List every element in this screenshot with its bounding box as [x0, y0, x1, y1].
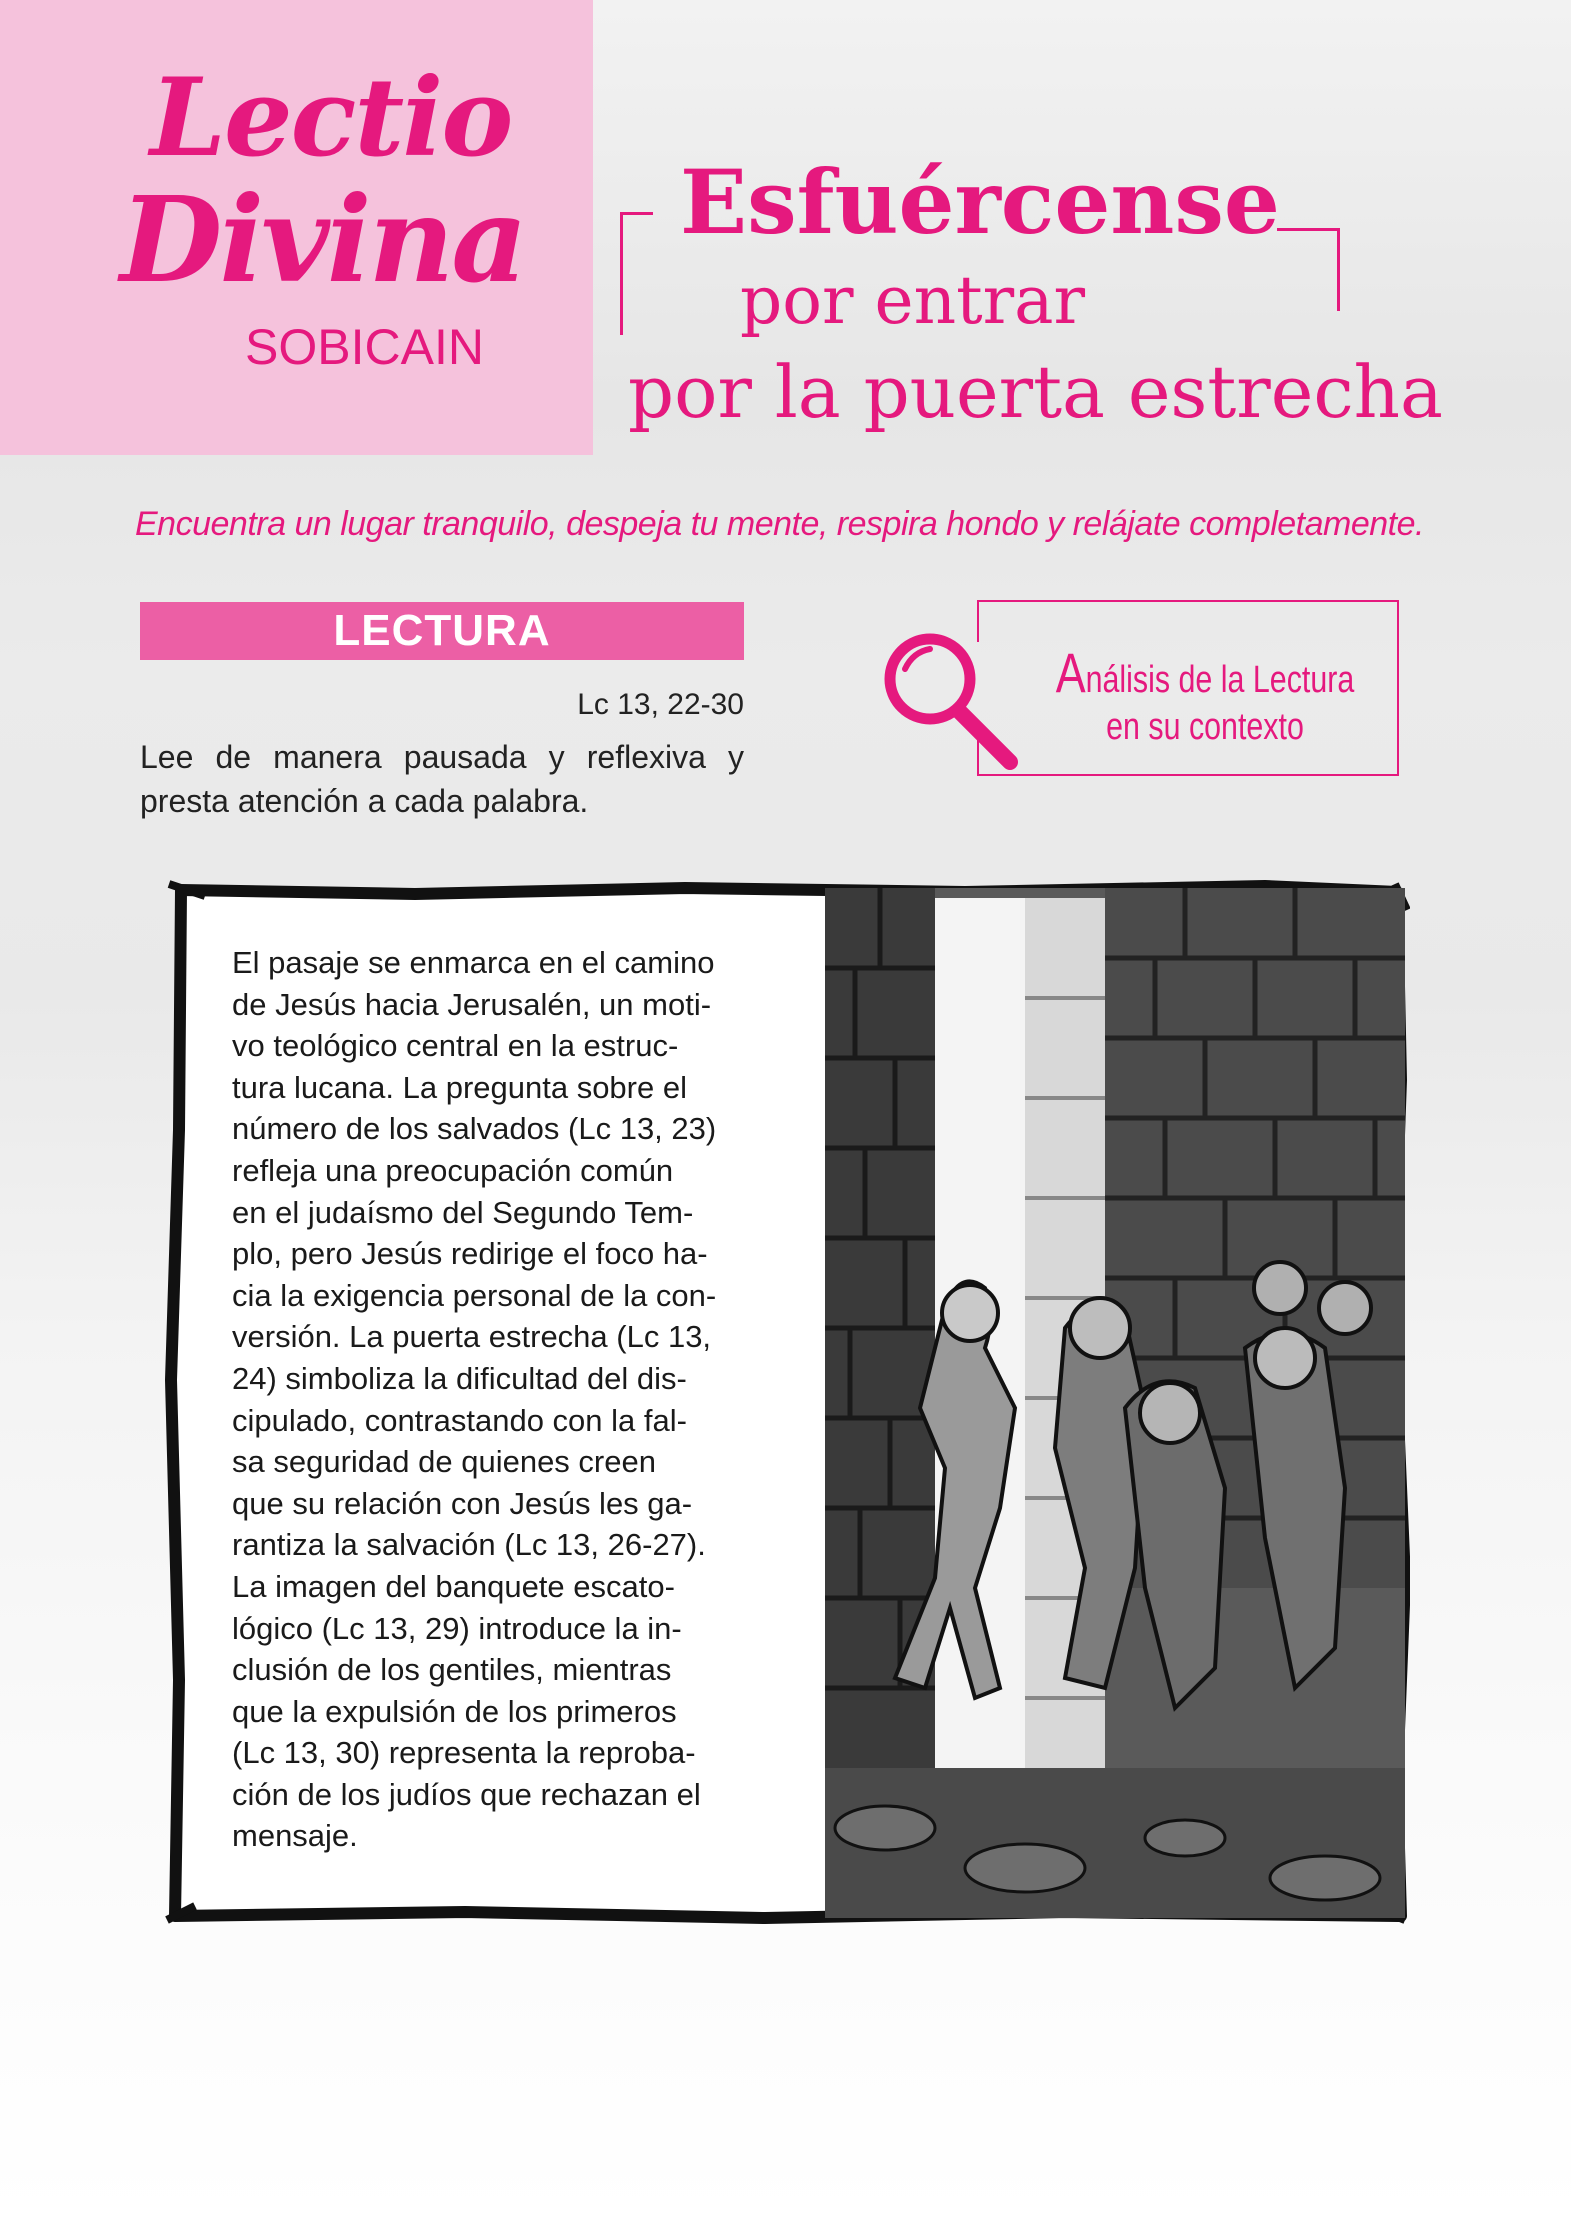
logo-lectio: Lectio	[150, 55, 512, 181]
passage-line: lógico (Lc 13, 29) introduce la in-	[232, 1610, 682, 1646]
passage-line: en el judaísmo del Segundo Tem-	[232, 1194, 694, 1230]
page-title-line-3: por la puerta estrecha	[628, 350, 1443, 434]
passage-line: plo, pero Jesús redirige el foco ha-	[232, 1236, 708, 1272]
lectura-instruction: Lee de manera pausada y reflexiva y presta atención a cada palabra.	[140, 739, 744, 819]
stone-ground	[825, 1768, 1405, 1918]
narrow-gate-illustration	[825, 888, 1405, 1918]
passage-line: tura lucana. La pregunta sobre el	[232, 1069, 687, 1105]
passage-line: que la expulsión de los primeros	[232, 1693, 677, 1729]
lectura-reference: Lc 13, 22-30	[577, 688, 744, 721]
passage-line: La imagen del banquete escato-	[232, 1568, 675, 1604]
magnifier-icon	[875, 624, 1025, 784]
passage-line: El pasaje se enmarca en el camino	[232, 945, 715, 980]
logo-divina: Divina	[120, 170, 525, 309]
passage-line: cipulado, contrastando con la fal-	[232, 1402, 687, 1438]
passage-line: (Lc 13, 30) representa la reproba-	[232, 1735, 696, 1771]
analysis-title-line-1	[1053, 640, 1357, 705]
logo-sobicain: SOBICAIN	[245, 319, 484, 375]
passage-line: cia la exigencia personal de la con-	[232, 1277, 717, 1313]
analysis-heading	[875, 598, 1405, 778]
analysis-title-rest: nálisis de la Lectura	[1085, 659, 1355, 701]
page-title-line-2: por entrar	[740, 262, 1086, 339]
analysis-first-letter: A	[1055, 641, 1086, 704]
passage-line: rantiza la salvación (Lc 13, 26-27).	[232, 1527, 706, 1563]
passage-line: sa seguridad de quienes creen	[232, 1444, 656, 1480]
left-stone-wall	[825, 888, 935, 1918]
analysis-title-line-2: en su contexto	[1106, 706, 1304, 748]
title-bracket-left	[620, 212, 653, 335]
passage-line: clusión de los gentiles, mientras	[232, 1652, 672, 1688]
passage-panel	[165, 880, 1410, 1925]
lectura-heading: LECTURA	[140, 602, 744, 660]
passage-line: mensaje.	[232, 1818, 358, 1854]
passage-text	[232, 942, 777, 1857]
passage-line: refleja una preocupación común	[232, 1152, 674, 1188]
passage-line: versión. La puerta estrecha (Lc 13,	[232, 1319, 712, 1355]
passage-line: número de los salvados (Lc 13, 23)	[232, 1111, 717, 1147]
passage-line: de Jesús hacia Jerusalén, un moti-	[232, 986, 712, 1022]
passage-line: que su relación con Jesús les ga-	[232, 1485, 693, 1521]
passage-line: 24) simboliza la dificultad del dis-	[232, 1360, 687, 1396]
logo-block	[0, 0, 593, 455]
passage-line: ción de los judíos que rechazan el	[232, 1776, 701, 1812]
page-title-line-1: Esfuércense	[680, 150, 1280, 254]
title-bracket-right	[1277, 228, 1340, 311]
passage-line: vo teológico central en la estruc-	[232, 1028, 679, 1064]
intro-text: Encuentra un lugar tranquilo, despeja tu mente, respira hondo y relájate completamente.	[135, 505, 1424, 543]
